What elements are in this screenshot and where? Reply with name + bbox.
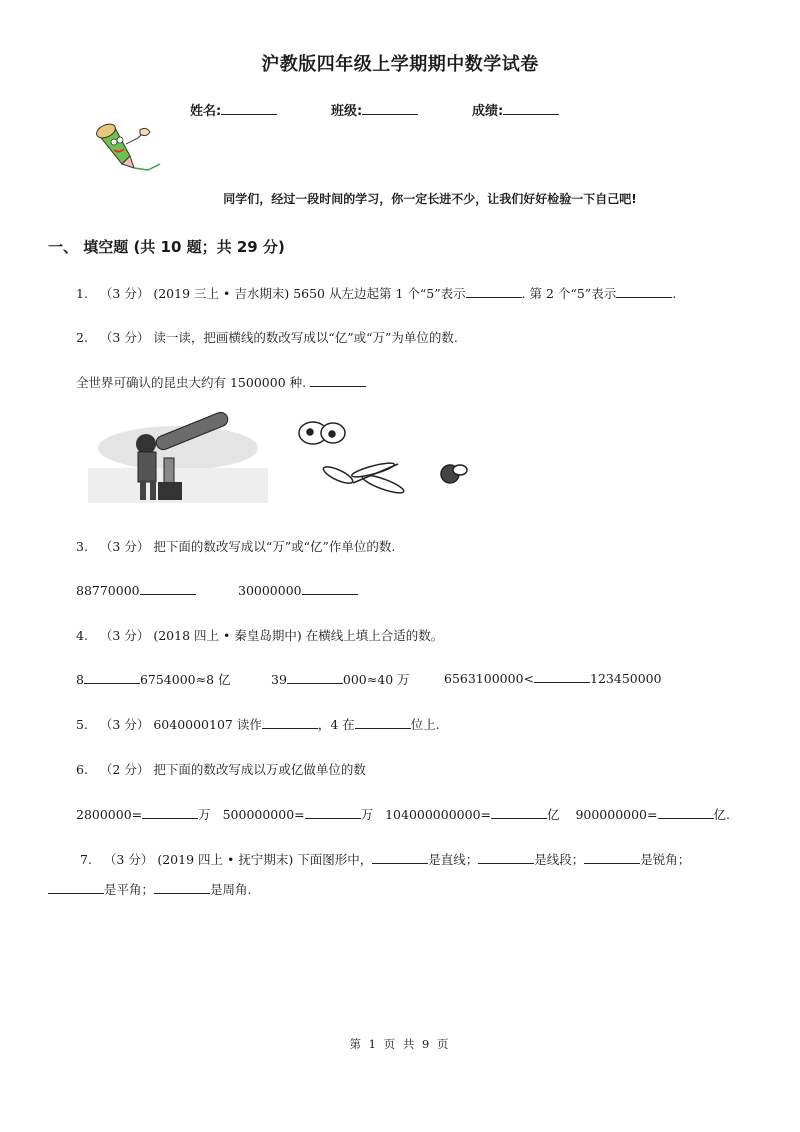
q7-text-b: 是直线； [428,852,479,867]
q6-item-2-after: 万 [360,807,374,822]
q4-item-2 [271,670,410,688]
name-label: 姓名: [190,104,222,119]
q2-line [76,373,366,391]
q1-score: （3 分） [99,286,150,301]
q6-number: 6. [76,762,88,777]
q4-item-2-before: 39 [271,672,287,687]
q6-text: 把下面的数改写成以万或亿做单位的数 [153,762,366,777]
q2-number: 2. [76,330,88,345]
name-blank[interactable] [221,102,277,115]
q7-score: （3 分） [103,852,154,867]
score-label: 成绩: [472,104,504,119]
q7-number: 7. [80,852,92,867]
q4-item-1-before: 8 [76,672,84,687]
q4-item-3-before: 6563100000< [444,671,535,686]
q7-text-a: 下面图形中， [297,852,373,867]
q4-item-1 [76,670,231,688]
q3-score: （3 分） [99,539,150,554]
question-1 [76,284,676,302]
q7-text-d: 是锐角； [640,852,691,867]
class-blank[interactable] [362,102,418,115]
q4-blank-1[interactable] [84,671,140,684]
q4-blank-3[interactable] [534,670,590,683]
q5-blank-1[interactable] [262,716,318,729]
q6-blank-4[interactable] [658,806,714,819]
q4-text: 在横线上填上合适的数。 [305,628,444,643]
question-4 [76,626,443,644]
q5-blank-2[interactable] [355,716,411,729]
q1-text-c: . [672,286,677,301]
q5-text-c: 位上. [410,717,440,732]
q2-text: 读一读，把画横线的数改写成以“亿”或“万”为单位的数. [153,330,458,345]
q5-score: （3 分） [99,717,150,732]
q1-blank-1[interactable] [466,285,522,298]
q5-number: 5. [76,717,88,732]
question-3 [76,537,395,555]
page-title: 沪教版四年级上学期期中数学试卷 [261,54,539,75]
q7-blank-4[interactable] [48,881,104,894]
q2-line-text: 全世界可确认的昆虫大约有 1500000 种. [76,375,307,390]
q6-items [76,805,730,823]
q3-number: 3. [76,539,88,554]
q4-score: （3 分） [99,628,150,643]
q1-text-a: 5650 从左边起第 1 个“5”表示 [293,286,466,301]
question-2 [76,328,458,346]
pencil-mascot-image [88,122,168,177]
class-field [331,100,418,119]
q6-item-2-before: 500000000= [222,807,305,822]
q3-item-2-number: 30000000 [238,583,302,598]
q7-blank-1[interactable] [372,851,428,864]
page-number: 第 1 页 共 9 页 [349,1037,451,1051]
q7-blank-5[interactable] [154,881,210,894]
q5-text-b: ，4 在 [317,717,355,732]
q7-blank-3[interactable] [584,851,640,864]
q4-item-2-after: 000≈40 万 [342,672,410,687]
q6-blank-2[interactable] [305,806,361,819]
q2-score: （3 分） [99,330,150,345]
score-blank[interactable] [503,102,559,115]
question-5 [76,715,440,733]
q1-number: 1. [76,286,88,301]
q4-number: 4. [76,628,88,643]
question-6 [76,760,366,778]
q7-text-e: 是平角； [104,882,155,897]
q3-text: 把下面的数改写成以“万”或“亿”作单位的数. [153,539,396,554]
q4-item-3 [444,670,662,686]
q7-source: (2019 四上 • 抚宁期末) [157,852,294,867]
q3-blank-2[interactable] [302,582,358,595]
q6-item-3-before: 104000000000= [385,807,492,822]
q7-text-f: 是周角. [210,882,252,897]
score-field [472,100,559,119]
q4-item-3-after: 123450000 [590,671,662,686]
q6-blank-1[interactable] [142,806,198,819]
class-label: 班级: [331,104,363,119]
greeting-text: 同学们，经过一段时间的学习，你一定长进不少，让我们好好检验一下自己吧! [223,192,637,206]
section-title: 一、 填空题 (共 10 题；共 29 分) [48,238,285,256]
question-7 [80,850,690,868]
q3-item-1 [76,582,196,598]
q5-text-a: 6040000107 读作 [153,717,262,732]
q4-item-1-after: 6754000≈8 亿 [139,672,231,687]
q4-source: (2018 四上 • 秦皇岛期中) [153,628,302,643]
q6-item-4-after: 亿. [713,807,730,822]
q3-item-1-number: 88770000 [76,583,140,598]
q1-blank-2[interactable] [616,285,672,298]
name-field [190,100,277,119]
q1-text-b: . 第 2 个“5”表示 [521,286,617,301]
q4-blank-2[interactable] [287,671,343,684]
q6-item-1-after: 万 [198,807,211,822]
q6-score: （2 分） [99,762,150,777]
q3-blank-1[interactable] [140,582,196,595]
q6-blank-3[interactable] [491,806,547,819]
q6-item-4-before: 900000000= [575,807,658,822]
q1-source: (2019 三上 • 吉水期末) [153,286,290,301]
q7-blank-2[interactable] [478,851,534,864]
q6-item-1-before: 2800000= [76,807,143,822]
q7-line-2 [48,880,252,898]
q7-text-c: 是线段； [534,852,585,867]
telescope-insects-image [88,408,488,508]
q3-item-2 [238,582,358,598]
q6-item-3-after: 亿 [547,807,560,822]
q2-blank[interactable] [310,374,366,387]
